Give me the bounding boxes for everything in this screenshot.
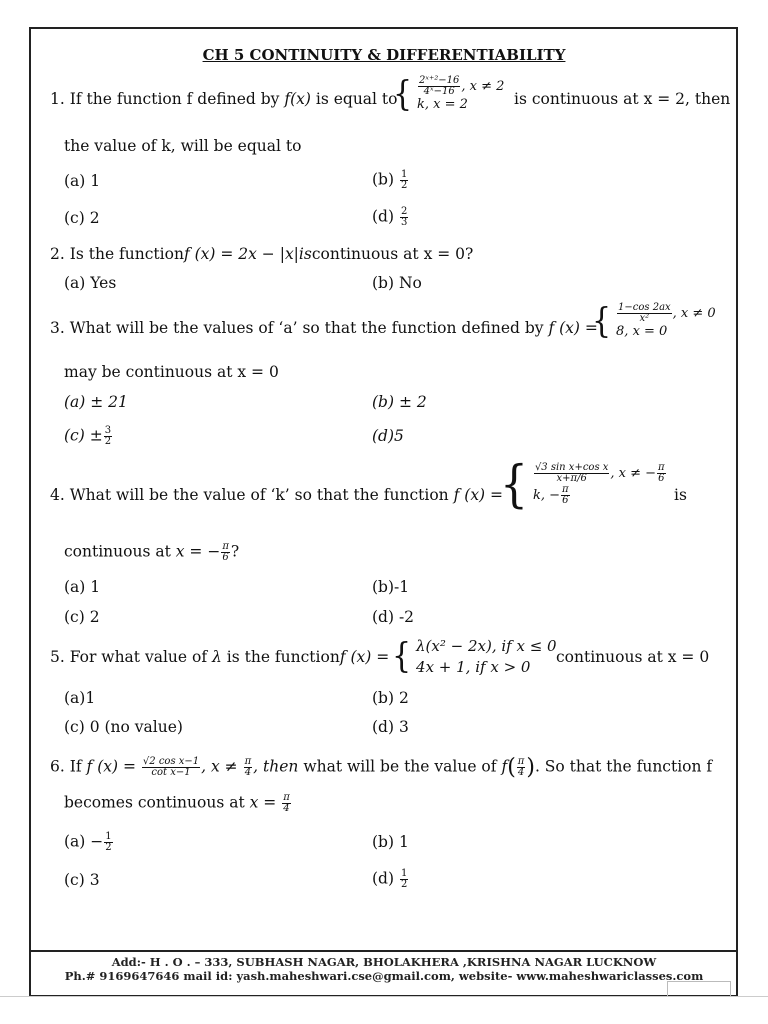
math-expression: x =: [249, 793, 277, 812]
lambda-symbol: λ: [212, 648, 222, 666]
q5-option-c: (c) 0 (no value): [64, 718, 183, 736]
case-condition: , x ≠ −: [610, 466, 657, 482]
q4-option-a: (a) 1: [64, 578, 101, 596]
question-number: 2.: [50, 245, 65, 263]
frac-num: 1: [105, 831, 112, 842]
then-word: , then: [253, 757, 299, 776]
footer-rule: [31, 950, 736, 952]
frac-den: 2: [400, 879, 408, 890]
question-text: . So that the function f: [534, 757, 713, 776]
q3-piecewise: [592, 303, 716, 341]
frac-num: π: [517, 756, 525, 767]
corner-box: [667, 981, 731, 996]
case-2: k, x = 2: [417, 97, 468, 112]
q1-option-c: (c) 2: [64, 209, 100, 227]
option-label: (c) ±: [64, 426, 103, 445]
q5-option-a: (a)1: [64, 689, 96, 707]
page-title: CH 5 CONTINUITY & DIFFERENTIABILITY: [202, 46, 566, 64]
q4-line-2: [64, 542, 239, 563]
frac-num: π: [561, 484, 569, 495]
frac-den: 6: [562, 495, 569, 506]
function-name: f (x) =: [548, 319, 598, 337]
q3-option-b: (b) ± 2: [372, 393, 427, 411]
frac-num: π: [244, 756, 252, 767]
frac-den: 6: [222, 552, 229, 563]
frac-num: π: [222, 541, 229, 552]
question-text: continuous at: [64, 542, 171, 561]
q1-option-b: [372, 170, 409, 191]
q6-option-d: [372, 869, 409, 890]
option-label: (a) −: [64, 832, 104, 851]
frac-num: 3: [104, 425, 112, 436]
case-denominator: 4ˣ−16: [423, 86, 455, 97]
frac-num: 2: [400, 206, 408, 217]
q6-option-c: (c) 3: [64, 871, 100, 889]
math-expression: f (x) = 2x − |x|is: [183, 245, 312, 263]
question-text: is equal to: [315, 90, 398, 108]
q1-option-a: (a) 1: [64, 172, 101, 190]
q6-line-2: [64, 793, 292, 814]
case-condition: , x ≠ 2: [461, 79, 505, 94]
question-text: becomes continuous at: [64, 793, 245, 812]
frac-den: 2: [104, 436, 112, 447]
function-name: f (x) =: [339, 648, 390, 666]
question-3: [50, 319, 598, 337]
question-text: For what value of: [69, 648, 208, 666]
brace: {: [500, 455, 528, 514]
q4-text-after: is: [674, 486, 687, 504]
frac-den: 6: [658, 473, 665, 485]
q3-line-2: may be continuous at x = 0: [64, 363, 279, 381]
footer-contact: Ph.# 9169647646 mail id: yash.maheshwari.cse@gmail.com, website- www.maheshwariclasses.com: [64, 969, 704, 983]
q3-option-d: (d)5: [372, 427, 404, 445]
frac-den: cot x−1: [151, 767, 191, 778]
q4-option-d: (d) -2: [372, 608, 415, 626]
q6-option-b: (b) 1: [372, 833, 409, 851]
option-label: (d): [372, 207, 395, 226]
case-numerator: 1−cos 2ax: [618, 302, 671, 313]
q1-line-2: the value of k, will be equal to: [64, 137, 302, 155]
q4-option-c: (c) 2: [64, 608, 100, 626]
frac-den: 3: [400, 217, 408, 228]
frac-num: π: [283, 792, 290, 803]
q3-option-a: (a) ± 21: [64, 393, 128, 411]
function-name: f: [501, 757, 508, 776]
footer-address: Add:- H . O . – 333, SUBHASH NAGAR, BHOLAKHERA ,KRISHNA NAGAR LUCKNOW: [111, 955, 657, 969]
option-label: (d): [372, 869, 395, 888]
question-1: [50, 90, 398, 108]
q4-option-b: (b)-1: [372, 578, 410, 596]
case-2: 4x + 1, if x > 0: [416, 658, 531, 676]
q1-option-d: [372, 207, 409, 228]
case-denominator: x²: [639, 313, 650, 324]
question-text: is the function: [226, 648, 340, 666]
q5-text-after: continuous at x = 0: [556, 648, 710, 666]
case-denominator: x+π/6: [556, 473, 587, 485]
question-text: What will be the values of ‘a’ so that the function defined by: [69, 319, 544, 337]
question-number: 5.: [50, 648, 65, 666]
frac-num: π: [658, 462, 665, 474]
case-condition: , x ≠ 0: [672, 306, 716, 321]
q5-option-d: (d) 3: [372, 718, 409, 736]
frac-num: 1: [400, 868, 408, 879]
question-number: 4.: [50, 486, 65, 504]
case-2: 8, x = 0: [616, 324, 668, 339]
frac-den: 2: [400, 180, 408, 191]
question-text: continuous at x = 0?: [311, 245, 474, 263]
brace: {: [393, 74, 413, 115]
q4-piecewise: [500, 455, 667, 514]
q2-option-a: (a) Yes: [64, 274, 117, 292]
q5-piecewise: [392, 636, 557, 678]
case-2: k, −: [532, 488, 560, 503]
question-5: [50, 648, 389, 666]
question-6: 6. If f (x) = $\frac{\text{√2 cos x−1}}{\text{cot x−1}}$ , x ≠ $\frac{\pi}{4}$ , then what will be the value of f( $\frac{\pi}{4}$ ). So that the function f: [50, 755, 713, 780]
option-label: (b): [372, 170, 395, 189]
frac-den: 2: [105, 842, 112, 853]
question-text: what will be the value of: [303, 757, 497, 776]
question-text: If: [69, 757, 82, 776]
question-4: [50, 486, 503, 504]
frac-den: 4: [244, 767, 252, 778]
q2-option-b: (b) No: [372, 274, 422, 292]
question-number: 6.: [50, 757, 65, 776]
condition: , x ≠: [201, 757, 238, 776]
brace: {: [392, 636, 412, 677]
function-name: f (x) =: [453, 486, 504, 504]
case-numerator: 2ˣ⁺²−16: [419, 75, 460, 86]
q5-option-b: (b) 2: [372, 689, 409, 707]
q3-option-c: [64, 426, 113, 447]
q6-option-a: [64, 832, 114, 853]
question-text: What will be the value of ‘k’ so that the function: [69, 486, 449, 504]
bottom-rule: [0, 996, 768, 997]
function-name: f (x) =: [86, 757, 136, 776]
question-number: 3.: [50, 319, 65, 337]
math-expression: x = −: [175, 542, 221, 561]
frac-den: 4: [283, 803, 290, 814]
q1-text-after: is continuous at x = 2, then: [514, 90, 731, 108]
frac-den: 4: [517, 767, 525, 778]
frac-num: 1: [400, 169, 408, 180]
case-numerator: √3 sin x+cos x: [534, 462, 609, 474]
question-2: [50, 245, 473, 263]
q1-piecewise: [393, 76, 504, 114]
function-name: f(x): [284, 90, 311, 108]
case-1: λ(x² − 2x), if x ≤ 0: [416, 637, 557, 655]
question-text: ?: [230, 542, 240, 561]
question-text: If the function f defined by: [69, 90, 280, 108]
question-number: 1.: [50, 90, 65, 108]
frac-num: √2 cos x−1: [142, 756, 200, 767]
brace: {: [592, 301, 612, 342]
question-text: Is the function: [69, 245, 184, 263]
